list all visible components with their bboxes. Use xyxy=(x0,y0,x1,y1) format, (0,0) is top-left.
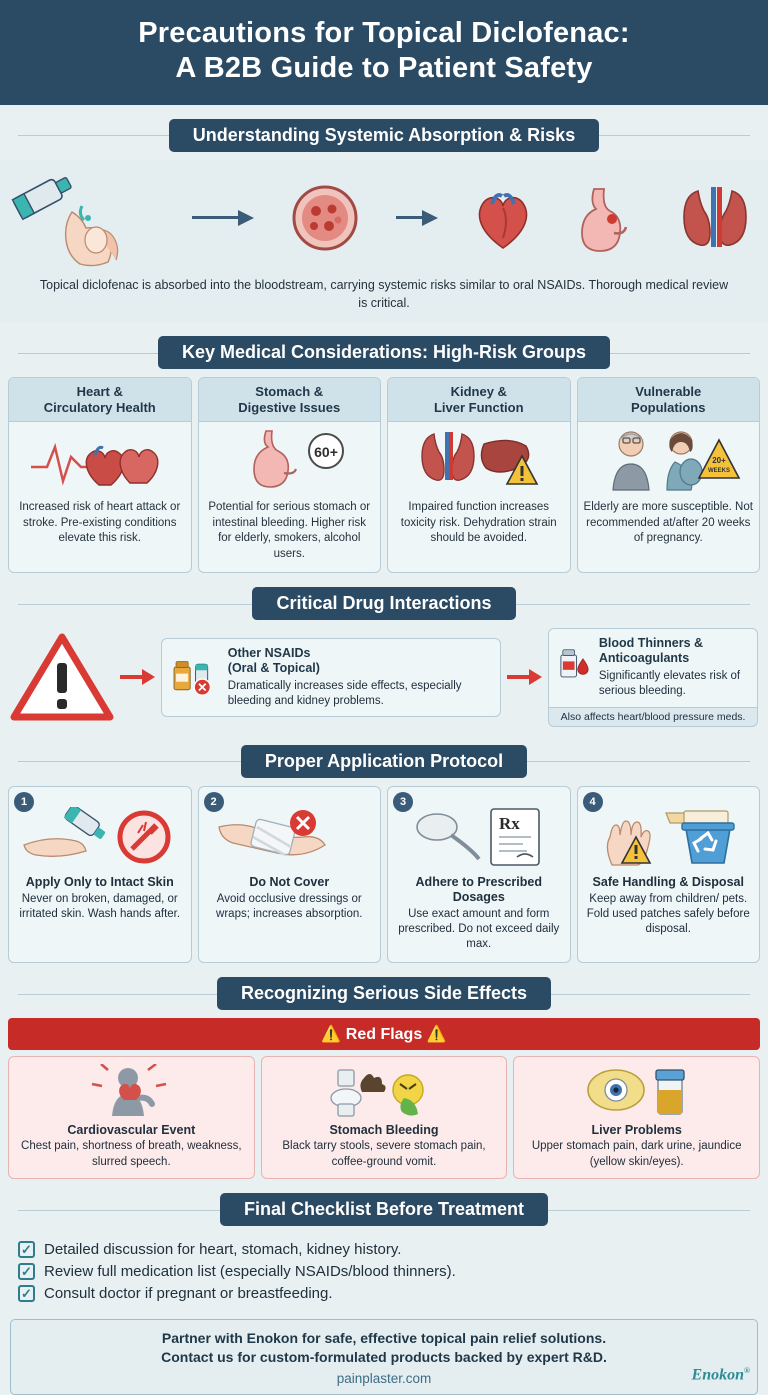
stomach-60plus-icon xyxy=(199,422,381,494)
interactions-section xyxy=(0,573,768,620)
checklist-item-2[interactable] xyxy=(18,1263,750,1280)
protocol-step-2-title: Do Not Cover xyxy=(249,874,330,889)
vulnerable-title-line2: Populations xyxy=(631,399,706,415)
footer-url[interactable]: painplaster.com xyxy=(336,1370,432,1386)
vulnerable-badge-20weeks: 20+ xyxy=(712,456,727,466)
ointment-tube-knee-icon xyxy=(10,168,160,268)
warning-triangle-icon-left: ⚠️ xyxy=(321,1026,342,1044)
heart-title-line2: Circulatory Health xyxy=(43,399,156,415)
red-flag-card-stomach-bleeding[interactable] xyxy=(261,1056,508,1179)
interaction-note: Also affects heart/blood pressure meds. xyxy=(548,707,758,727)
absorption-arrow-2 xyxy=(396,210,438,226)
svg-text:Rx: Rx xyxy=(498,813,520,833)
blood-vessel-icon xyxy=(286,179,364,257)
page-title-line2: A B2B Guide to Patient Safety xyxy=(175,52,593,85)
checklist-item-3-label: Consult doctor if pregnant or breastfeeding. xyxy=(44,1285,333,1302)
footer-panel xyxy=(10,1319,758,1395)
red-flag-card-liver-text: Upper stomach pain, dark urine, jaundice (yellow skin/eyes). xyxy=(531,1140,742,1168)
exclamation-triangle-icon xyxy=(10,631,114,723)
red-flag-card-liver[interactable] xyxy=(513,1056,760,1179)
protocol-step-2[interactable] xyxy=(198,786,382,964)
protocol-step-2-text: Avoid occlusive dressings or wraps; increases absorption. xyxy=(216,892,363,920)
protocol-section xyxy=(0,731,768,778)
interaction-card-blood-thinners-wrap xyxy=(548,628,758,726)
footer-line-1: Partner with Enokon for safe, effective topical pain relief solutions. xyxy=(161,1330,607,1346)
red-flag-card-cardiovascular-text: Chest pain, shortness of breath, weakness, slurred speech. xyxy=(21,1140,242,1168)
protocol-step-1-number: 1 xyxy=(14,792,34,812)
nsaids-title-line1: Other NSAIDs xyxy=(227,645,311,660)
spoon-prescription-icon xyxy=(392,805,566,871)
heart-icon xyxy=(470,182,536,254)
elderly-pregnant-icon xyxy=(578,422,760,494)
protocol-step-4-title: Safe Handling & Disposal xyxy=(592,874,744,889)
considerations-card-grid xyxy=(0,377,768,573)
protocol-step-1[interactable] xyxy=(8,786,192,964)
kidney-title-line1: Kidney & xyxy=(450,384,507,399)
side-effects-section-title: Recognizing Serious Side Effects xyxy=(217,977,551,1010)
interaction-arrow-2 xyxy=(507,669,542,685)
red-flags-bar xyxy=(8,1018,760,1050)
brand-registered-mark: ® xyxy=(744,1366,750,1376)
interactions-row xyxy=(0,628,768,730)
heart-title-line1: Heart & xyxy=(76,384,123,399)
stomach-icon xyxy=(568,181,640,255)
side-effects-heading-band xyxy=(12,977,756,1010)
checklist-heading-band xyxy=(12,1193,756,1226)
consideration-card-vulnerable-text: Elderly are more susceptible. Not recommended at/after 20 weeks of pregnancy. xyxy=(583,501,753,545)
page-title xyxy=(20,16,748,87)
checklist-item-1[interactable] xyxy=(18,1241,750,1258)
consideration-card-stomach-text: Potential for serious stomach or intestinal bleeding. Higher risk for elderly, smokers, alcohol users. xyxy=(208,501,371,560)
checkbox-icon-1[interactable]: ✓ xyxy=(18,1241,35,1258)
interactions-section-title: Critical Drug Interactions xyxy=(252,587,515,620)
kidney-liver-warning-icon xyxy=(388,422,570,494)
protocol-step-3[interactable] xyxy=(387,786,571,964)
consideration-card-kidney-title xyxy=(388,378,570,422)
brand-name: Enokon xyxy=(691,1366,745,1384)
stomach-title-line1: Stomach & xyxy=(255,384,324,399)
considerations-heading-band xyxy=(12,336,756,369)
eye-urine-sample-icon xyxy=(518,1063,755,1119)
protocol-step-4[interactable] xyxy=(577,786,761,964)
red-flags-label: Red Flags xyxy=(345,1026,423,1044)
checkbox-icon-2[interactable]: ✓ xyxy=(18,1263,35,1280)
heart-ecg-icon xyxy=(9,422,191,494)
interaction-card-nsaids-text: Dramatically increases side effects, especially bleeding and kidney problems. xyxy=(227,679,462,707)
svg-text:WEEKS: WEEKS xyxy=(708,468,731,475)
consideration-card-kidney-text: Impaired function increases toxicity risk. Dehydration strain should be avoided. xyxy=(400,501,557,545)
red-flag-card-cardiovascular[interactable] xyxy=(8,1056,255,1179)
side-effects-section xyxy=(0,963,768,1010)
interaction-card-blood-thinners-text: Significantly elevates risk of serious bleeding. xyxy=(598,670,741,698)
consideration-card-heart-text: Increased risk of heart attack or stroke. Pre-existing conditions elevate this risk. xyxy=(19,501,181,545)
stomach-title-line2: Digestive Issues xyxy=(238,399,341,415)
vulnerable-title-line1: Vulnerable xyxy=(635,384,702,399)
toilet-vomit-icon xyxy=(266,1063,503,1119)
interaction-card-blood-thinners-title xyxy=(599,636,749,666)
interactions-heading-band xyxy=(12,587,756,620)
thinners-title-line2: Anticoagulants xyxy=(598,651,690,666)
protocol-step-3-number: 3 xyxy=(393,792,413,812)
chest-pain-person-icon xyxy=(13,1063,250,1119)
consideration-card-stomach[interactable] xyxy=(198,377,382,573)
red-flag-card-liver-title: Liver Problems xyxy=(591,1123,682,1138)
absorption-section xyxy=(0,105,768,152)
absorption-caption: Topical diclofenac is absorbed into the bloodstream, carrying systemic risks similar to oral NSAIDs. Thorough medical review is critical. xyxy=(39,277,729,310)
consideration-card-heart-title xyxy=(9,378,191,422)
absorption-section-title: Understanding Systemic Absorption & Risks xyxy=(169,119,599,152)
protocol-step-1-title: Apply Only to Intact Skin xyxy=(25,874,174,889)
red-flag-card-stomach-bleeding-title: Stomach Bleeding xyxy=(329,1123,439,1138)
protocol-step-3-text: Use exact amount and form prescribed. Do not exceed daily max. xyxy=(398,907,560,951)
protocol-section-title: Proper Application Protocol xyxy=(241,745,527,778)
consideration-card-kidney[interactable] xyxy=(387,377,571,573)
consideration-card-heart[interactable] xyxy=(8,377,192,573)
protocol-step-4-number: 4 xyxy=(583,792,603,812)
absorption-arrow-1 xyxy=(192,210,254,226)
kidneys-icon xyxy=(672,181,758,255)
footer-wrap xyxy=(0,1319,768,1395)
nsaids-title-line2: (Oral & Topical) xyxy=(227,660,320,675)
red-flag-card-stomach-bleeding-text: Black tarry stools, severe stomach pain, coffee-ground vomit. xyxy=(282,1140,486,1168)
checklist-item-3[interactable] xyxy=(18,1285,750,1302)
interaction-arrow-1 xyxy=(120,669,155,685)
interaction-card-nsaids[interactable] xyxy=(161,638,501,717)
protocol-step-1-text: Never on broken, damaged, or irritated skin. Wash hands after. xyxy=(19,892,181,920)
page-title-line1: Precautions for Topical Diclofenac: xyxy=(138,17,630,49)
interaction-card-nsaids-title xyxy=(228,646,492,676)
considerations-section-title: Key Medical Considerations: High-Risk Groups xyxy=(158,336,610,369)
protocol-step-4-text: Keep away from children/ pets. Fold used patches safely before disposal. xyxy=(586,892,750,936)
checklist-item-1-label: Detailed discussion for heart, stomach, kidney history. xyxy=(44,1241,402,1258)
considerations-section xyxy=(0,322,768,369)
absorption-illustration-band xyxy=(0,160,768,322)
consideration-card-vulnerable-title xyxy=(578,378,760,422)
checklist-section-title: Final Checklist Before Treatment xyxy=(220,1193,548,1226)
pill-bottle-tube-prohibited-icon xyxy=(170,646,220,708)
checklist-section xyxy=(0,1179,768,1226)
protocol-step-grid xyxy=(0,786,768,964)
stomach-badge-60plus: 60+ xyxy=(314,444,339,461)
warning-triangle-icon-right: ⚠️ xyxy=(426,1026,447,1044)
checklist-item-2-label: Review full medication list (especially NSAIDs/blood thinners). xyxy=(44,1263,456,1280)
interaction-card-blood-thinners[interactable] xyxy=(548,628,758,706)
protocol-step-2-number: 2 xyxy=(204,792,224,812)
page-header xyxy=(0,0,768,105)
checkbox-icon-3[interactable]: ✓ xyxy=(18,1285,35,1302)
checklist-items xyxy=(0,1234,768,1313)
red-flags-grid xyxy=(0,1056,768,1179)
footer-line-2: Contact us for custom-formulated products backed by expert R&D. xyxy=(161,1348,607,1365)
red-flag-card-cardiovascular-title: Cardiovascular Event xyxy=(67,1123,196,1138)
bandage-wrap-prohibited-icon xyxy=(203,805,377,871)
protocol-step-3-title: Adhere to Prescribed Dosages xyxy=(415,874,542,904)
kidney-title-line2: Liver Function xyxy=(433,399,524,415)
thinners-title-line1: Blood Thinners & xyxy=(598,636,704,651)
consideration-card-stomach-title xyxy=(199,378,381,422)
absorption-heading-band xyxy=(12,119,756,152)
protocol-heading-band xyxy=(12,745,756,778)
consideration-card-vulnerable[interactable] xyxy=(577,377,761,573)
blood-thinner-bottle-icon xyxy=(557,636,591,692)
apply-to-skin-prohibited-icon xyxy=(13,805,187,871)
hand-recycle-bin-icon xyxy=(582,805,756,871)
